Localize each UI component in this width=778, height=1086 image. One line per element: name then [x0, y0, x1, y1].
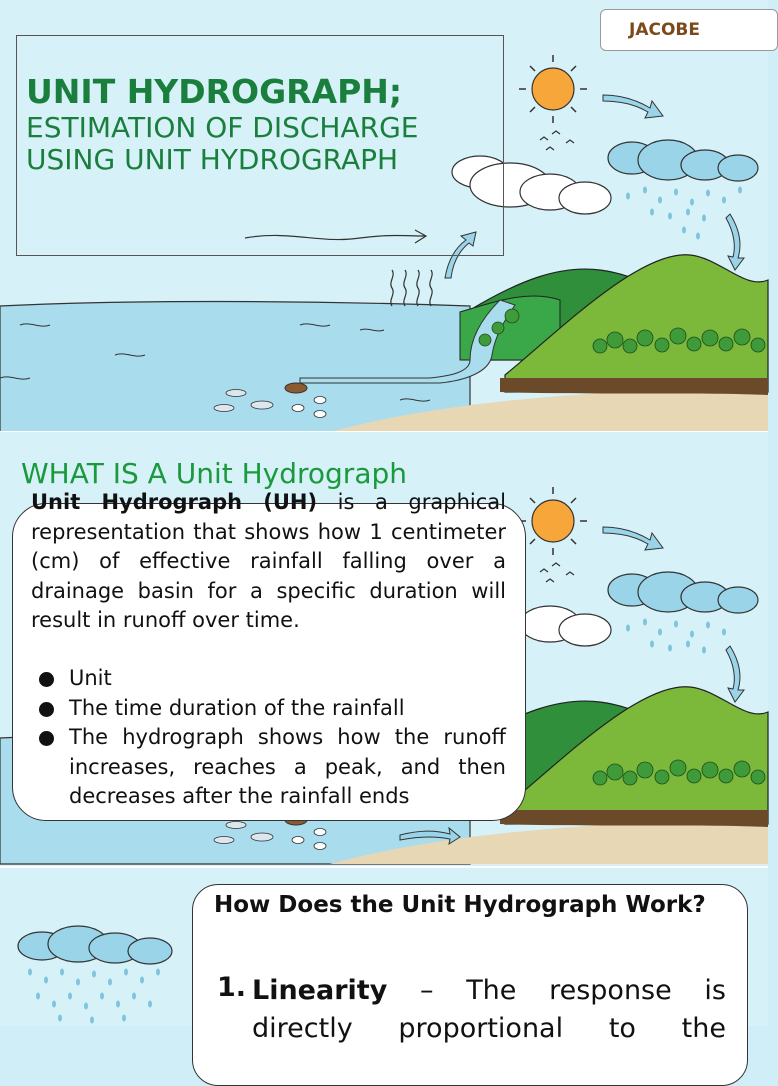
title-box: [16, 35, 504, 256]
sun-icon: [519, 55, 587, 123]
linearity-text: [252, 972, 726, 1010]
bullet-dot: [39, 731, 54, 746]
slide-title: [0, 0, 768, 432]
bullet-dot: [39, 672, 54, 687]
bullet-text: The hydrograph shows how the runoff increases, reaches a peak, and then decreases after the rainfall ends: [69, 725, 506, 808]
cloud-icon-3: [18, 926, 172, 964]
bird-icon: [540, 131, 574, 150]
bullet-dot: [39, 702, 54, 717]
bullet-item: [31, 664, 506, 694]
bullet-text: The time duration of the rainfall: [69, 695, 405, 720]
linearity-term: Linearity: [252, 975, 388, 1006]
bullet-text: Unit: [69, 666, 112, 690]
author-name: JACOBE: [629, 20, 700, 40]
author-badge: [600, 9, 778, 51]
slide-definition: [0, 432, 768, 866]
section-heading: WHAT IS A Unit Hydrograph: [21, 457, 407, 490]
bullet-item: [31, 694, 506, 724]
slide-how-it-works: [0, 866, 768, 1044]
sun-icon-2: [519, 487, 587, 555]
list-number: 1.: [217, 972, 247, 1003]
definition-body: is a graphical representation that shows how 1 centimeter (cm) of effective rainfall falling over a drainage basin for a specific duration will result in runoff over time.: [31, 490, 506, 632]
linearity-body: – The response is: [387, 975, 726, 1006]
how-it-works-heading: How Does the Unit Hydrograph Work?: [214, 892, 706, 918]
title-main: UNIT HYDROGRAPH;: [26, 72, 403, 111]
definition-term: Unit Hydrograph (UH): [31, 490, 318, 514]
rain-icon-3: [28, 969, 160, 1024]
bullet-item: [31, 723, 506, 812]
title-subtitle: ESTIMATION OF DISCHARGE USING UNIT HYDROGRAPH: [26, 111, 419, 176]
rain-icon: [626, 187, 742, 240]
linearity-text-continued: directly proportional to the: [252, 1013, 726, 1044]
definition-text: [31, 488, 506, 636]
rain-cloud-illustration: [0, 868, 200, 1026]
